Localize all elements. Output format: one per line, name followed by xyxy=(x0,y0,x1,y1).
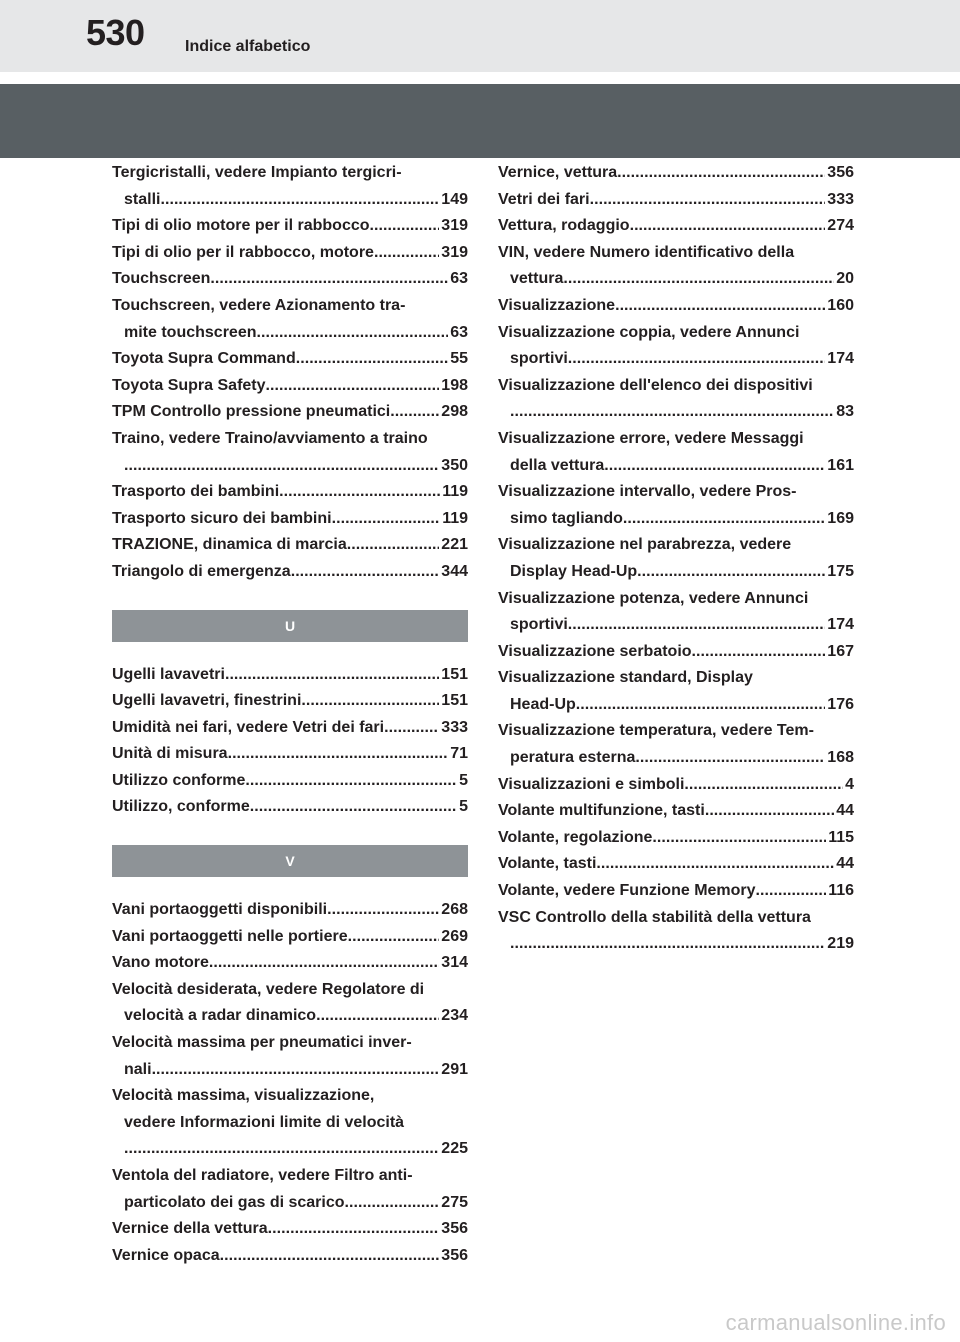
entry-page: 115 xyxy=(826,825,854,852)
index-entry xyxy=(112,1030,468,1083)
entry-text: Tipi di olio motore per il rabbocco xyxy=(112,217,370,235)
entry-page: 168 xyxy=(825,745,854,772)
index-entry xyxy=(112,293,468,346)
index-entry xyxy=(498,532,854,585)
entry-text: Touchscreen xyxy=(112,270,211,288)
index-entry xyxy=(112,213,468,240)
index-entry xyxy=(498,772,854,799)
index-column-right xyxy=(498,160,854,958)
index-entry xyxy=(498,187,854,214)
index-entry xyxy=(112,950,468,977)
index-entry xyxy=(112,977,468,1030)
index-entry xyxy=(112,373,468,400)
index-entry xyxy=(112,1083,468,1163)
index-entry xyxy=(498,426,854,479)
entry-page: 5 xyxy=(457,794,468,821)
entry-text: Visualizzazione intervallo, vedere Pros- xyxy=(498,483,797,501)
index-entry xyxy=(498,665,854,718)
entry-page: 269 xyxy=(439,924,468,951)
entry-page: 55 xyxy=(448,346,468,373)
index-entry xyxy=(498,213,854,240)
index-entry xyxy=(112,240,468,267)
entry-page: 119 xyxy=(440,506,468,533)
entry-text: Velocità massima, visualizzazione, xyxy=(112,1087,375,1105)
entry-text: Trasporto dei bambini xyxy=(112,483,280,501)
entry-page: 175 xyxy=(825,559,854,586)
index-entry xyxy=(498,825,854,852)
entry-text: Visualizzazione potenza, vedere Annunci xyxy=(498,589,809,607)
entry-text: simo tagliando xyxy=(510,509,623,527)
entry-text: Unità di misura xyxy=(112,745,228,763)
entry-text: Visualizzazione dell'elenco dei dispositivi xyxy=(498,376,813,394)
entry-page: 116 xyxy=(826,878,854,905)
entry-page: 83 xyxy=(834,399,854,426)
index-entry xyxy=(112,266,468,293)
watermark: carmanualsonline.info xyxy=(725,1310,946,1335)
entry-text: Visualizzazione serbatoio xyxy=(498,642,692,660)
entry-page: 63 xyxy=(448,266,468,293)
index-entry xyxy=(112,160,468,213)
index-entry xyxy=(112,794,468,821)
entry-text: Ventola del radiatore, vedere Filtro anti- xyxy=(112,1167,413,1184)
entry-text: Ugelli lavavetri xyxy=(112,665,225,683)
entry-page: 149 xyxy=(439,187,468,214)
index-entry xyxy=(112,662,468,689)
letter-header: V xyxy=(112,845,468,877)
entry-text: della vettura xyxy=(510,456,605,474)
entry-text: Visualizzazione nel parabrezza, vedere xyxy=(498,536,792,554)
entry-page: 274 xyxy=(825,213,854,240)
entry-text: Display Head-Up xyxy=(510,562,638,580)
entry-text: Head-Up xyxy=(510,695,576,713)
entry-page: 169 xyxy=(825,506,854,533)
entry-page: 291 xyxy=(439,1057,468,1084)
entry-page: 160 xyxy=(825,293,854,320)
entry-page: 44 xyxy=(834,851,854,878)
entry-text: Touchscreen, vedere Azionamento tra- xyxy=(112,296,406,314)
entry-text: velocità a radar dinamico xyxy=(124,1007,317,1025)
entry-text: Vernice, vettura xyxy=(498,164,618,181)
entry-text: Volante multifunzione, tasti xyxy=(498,802,705,820)
entry-text: Volante, tasti xyxy=(498,855,597,873)
entry-text: TRAZIONE, dinamica di marcia xyxy=(112,536,347,554)
entry-text: Vetri dei fari xyxy=(498,190,590,208)
entry-text: VIN, vedere Numero identificativo della xyxy=(498,243,795,261)
entry-page: 161 xyxy=(825,453,854,480)
entry-text: Velocità massima per pneumatici inver- xyxy=(112,1034,412,1052)
entry-page: 44 xyxy=(834,798,854,825)
entry-text: stalli xyxy=(124,190,161,208)
entry-text: TPM Controllo pressione pneumatici xyxy=(112,403,391,421)
entry-text: Vernice della vettura xyxy=(112,1220,268,1238)
entry-text: Toyota Supra Command xyxy=(112,350,296,368)
index-entry xyxy=(112,1243,468,1270)
index-entry xyxy=(112,479,468,506)
entry-page: 314 xyxy=(439,950,468,977)
index-entry xyxy=(112,346,468,373)
index-entry xyxy=(498,373,854,426)
entry-page: 174 xyxy=(825,612,854,639)
entry-text: Toyota Supra Safety xyxy=(112,376,266,394)
entry-page: 319 xyxy=(439,240,468,267)
index-entry xyxy=(498,479,854,532)
entry-page: 174 xyxy=(825,346,854,373)
index-entry xyxy=(498,586,854,639)
page-header xyxy=(0,0,960,72)
index-entry xyxy=(112,532,468,559)
entry-page: 225 xyxy=(439,1136,468,1163)
index-entry xyxy=(112,897,468,924)
entry-page: 63 xyxy=(448,320,468,347)
entry-text: Volante, vedere Funzione Memory xyxy=(498,882,756,900)
entry-text: Vani portaoggetti disponibili xyxy=(112,901,328,919)
index-entry xyxy=(498,851,854,878)
entry-page: 198 xyxy=(439,373,468,400)
page-number: 530 xyxy=(86,12,145,53)
entry-text: VSC Controllo della stabilità della vettura xyxy=(498,908,811,926)
entry-text: peratura esterna xyxy=(510,749,636,767)
entry-text: sportivi xyxy=(510,616,568,634)
entry-text: Visualizzazione coppia, vedere Annunci xyxy=(498,323,800,341)
entry-text: Ugelli lavavetri, finestrini xyxy=(112,692,302,710)
entry-text: Vano motore xyxy=(112,954,209,972)
index-entry xyxy=(112,741,468,768)
index-entry xyxy=(498,160,854,187)
index-entry xyxy=(498,293,854,320)
entry-text: Visualizzazione xyxy=(498,296,616,314)
entry-text: Utilizzo conforme xyxy=(112,771,246,789)
entry-text: particolato dei gas di scarico xyxy=(124,1193,345,1211)
index-entry xyxy=(498,639,854,666)
entry-page: 167 xyxy=(825,639,854,666)
section-title: Indice alfabetico xyxy=(185,38,311,55)
letter-header: U xyxy=(112,610,468,642)
index-entry xyxy=(112,506,468,533)
entry-text: vedere Informazioni limite di velocità xyxy=(124,1113,405,1131)
index-entry xyxy=(112,768,468,795)
entry-page: 119 xyxy=(440,479,468,506)
entry-text: Utilizzo, conforme xyxy=(112,798,250,816)
entry-page: 20 xyxy=(834,266,854,293)
index-entry xyxy=(498,905,854,958)
index-column-left xyxy=(112,160,468,1269)
entry-page: 356 xyxy=(825,160,854,187)
entry-page: 350 xyxy=(439,453,468,480)
index-entry xyxy=(112,559,468,586)
entry-page: 151 xyxy=(439,662,468,689)
entry-page: 344 xyxy=(439,559,468,586)
index-entry xyxy=(112,426,468,479)
entry-text: Visualizzazione temperatura, vedere Tem- xyxy=(498,722,814,740)
index-entry xyxy=(112,715,468,742)
index-entry xyxy=(498,798,854,825)
entry-text: Trasporto sicuro dei bambini xyxy=(112,509,332,527)
entry-text: sportivi xyxy=(510,350,568,368)
entry-page: 176 xyxy=(825,692,854,719)
entry-text: Tergicristalli, vedere Impianto tergicri- xyxy=(112,164,402,181)
entry-page: 275 xyxy=(439,1190,468,1217)
entry-text: Visualizzazione standard, Display xyxy=(498,669,753,687)
entry-text: Vernice opaca xyxy=(112,1246,220,1264)
entry-page: 356 xyxy=(439,1243,468,1270)
entry-page: 333 xyxy=(825,187,854,214)
index-entry xyxy=(498,240,854,293)
index-entry xyxy=(498,320,854,373)
entry-text: Vettura, rodaggio xyxy=(498,217,630,235)
entry-page: 268 xyxy=(439,897,468,924)
entry-page: 221 xyxy=(439,532,468,559)
index-entry xyxy=(498,878,854,905)
header-band xyxy=(0,84,960,158)
entry-page: 219 xyxy=(825,931,854,958)
entry-page: 234 xyxy=(439,1003,468,1030)
index-entry xyxy=(498,718,854,771)
entry-text: Visualizzazione errore, vedere Messaggi xyxy=(498,429,804,447)
entry-text: Traino, vedere Traino/avviamento a traino xyxy=(112,429,428,447)
index-entry xyxy=(112,924,468,951)
entry-page: 4 xyxy=(843,772,854,799)
index-entry xyxy=(112,1216,468,1243)
entry-text: Visualizzazioni e simboli xyxy=(498,775,685,793)
entry-text: Vani portaoggetti nelle portiere xyxy=(112,927,348,945)
entry-page: 71 xyxy=(448,741,468,768)
index-entry xyxy=(112,688,468,715)
entry-text: vettura xyxy=(510,270,564,288)
entry-text: Triangolo di emergenza xyxy=(112,562,291,580)
entry-page: 319 xyxy=(439,213,468,240)
entry-page: 356 xyxy=(439,1216,468,1243)
entry-text: Velocità desiderata, vedere Regolatore di xyxy=(112,980,425,998)
entry-page: 333 xyxy=(439,715,468,742)
entry-text: Umidità nei fari, vedere Vetri dei fari xyxy=(112,718,385,736)
entry-text: nali xyxy=(124,1060,152,1078)
entry-text: Volante, regolazione xyxy=(498,828,653,846)
entry-page: 298 xyxy=(439,399,468,426)
index-entry xyxy=(112,1163,468,1216)
entry-page: 151 xyxy=(439,688,468,715)
index-entry xyxy=(112,399,468,426)
entry-text: mite touchscreen xyxy=(124,323,257,341)
entry-page: 5 xyxy=(457,768,468,795)
entry-text: Tipi di olio per il rabbocco, motore xyxy=(112,243,374,261)
